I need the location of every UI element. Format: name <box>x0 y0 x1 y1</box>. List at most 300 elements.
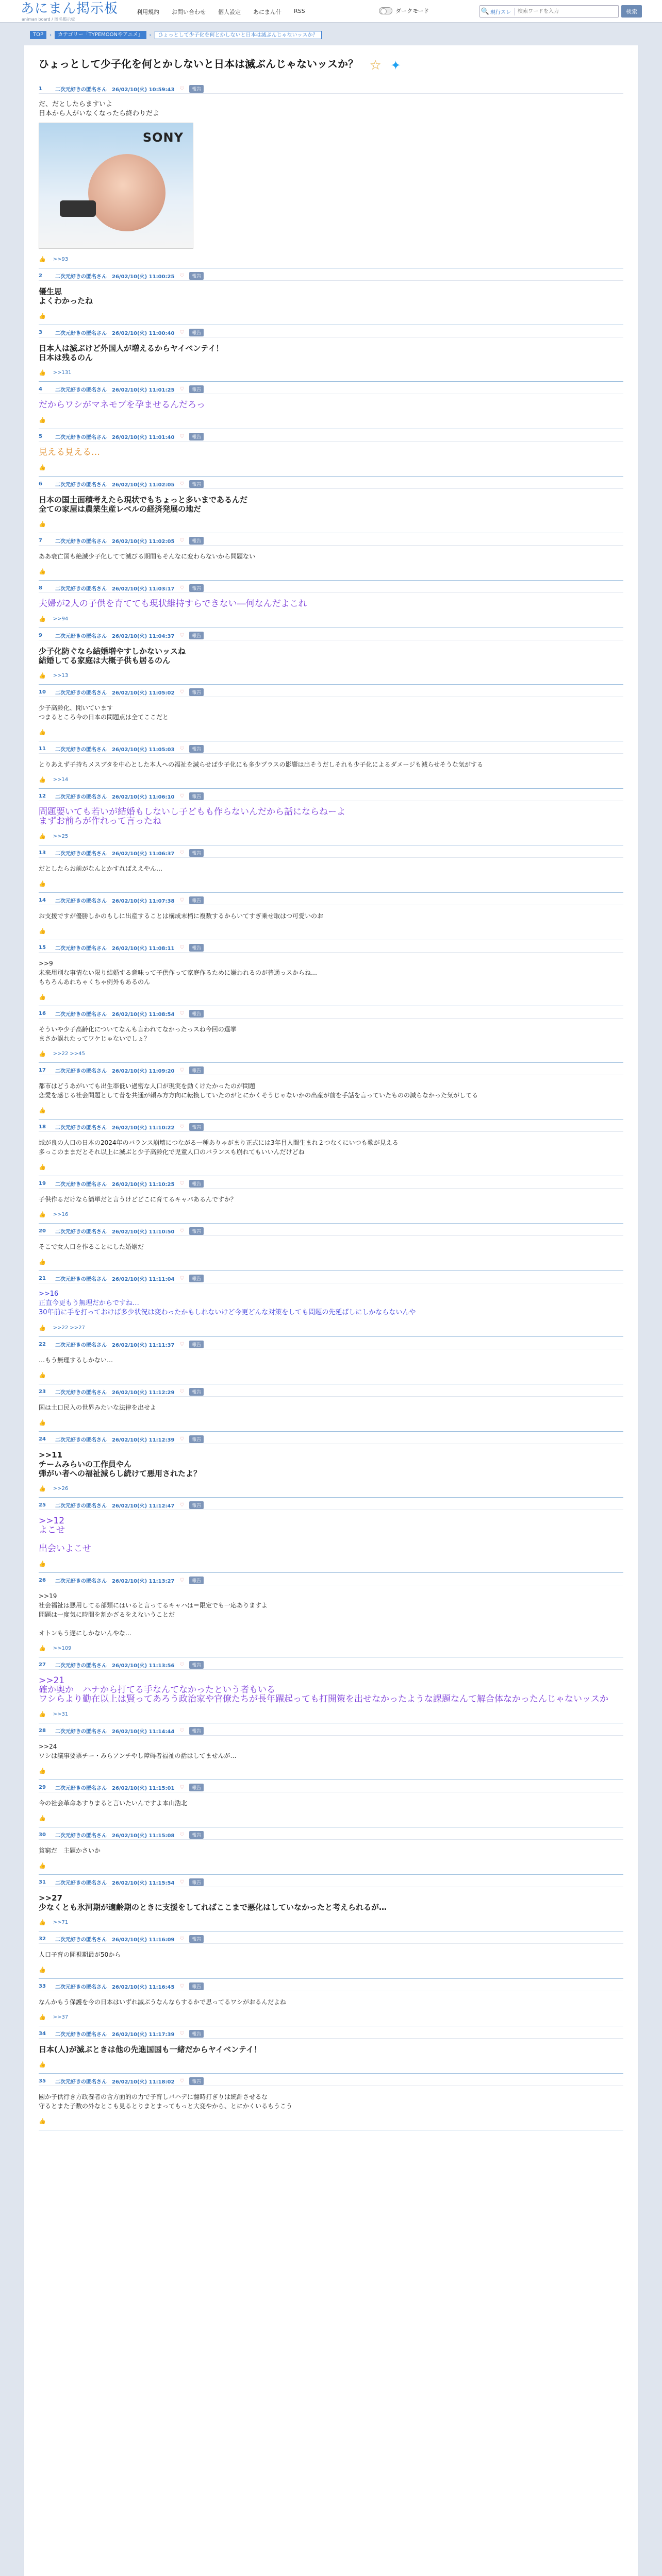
reply-references[interactable]: >>26 <box>53 1486 69 1492</box>
post-header <box>39 1501 623 1510</box>
report-button[interactable]: 報告 <box>189 1577 204 1584</box>
report-button[interactable]: 報告 <box>189 85 204 93</box>
post-body <box>39 1944 623 1959</box>
report-button[interactable]: 報告 <box>189 329 204 336</box>
post-footer <box>39 1485 623 1492</box>
post-number[interactable]: 6 <box>39 481 42 487</box>
like-heart-icon[interactable]: ♡ <box>179 1228 185 1234</box>
post-body <box>39 2086 623 2111</box>
post-text-line: 今の社会革命あすりまると言いたいんですよ本山浩北 <box>39 1800 188 1807</box>
like-heart-icon[interactable]: ♡ <box>179 1502 185 1508</box>
post-item <box>39 1432 623 1498</box>
site-logo-subtitle: animan board / 匿名掲示板 <box>22 17 75 22</box>
like-heart-icon[interactable]: ♡ <box>179 330 185 335</box>
post-author-date: 二次元好きの匿名さん 26/02/10(火) 11:04:37 <box>55 634 175 639</box>
thumbs-up-icon[interactable]: 👍 <box>39 776 46 783</box>
post-author-date: 二次元好きの匿名さん 26/02/10(火) 11:13:56 <box>55 1663 175 1669</box>
report-button[interactable]: 報告 <box>189 1010 204 1018</box>
report-button[interactable]: 報告 <box>189 745 204 753</box>
report-button[interactable]: 報告 <box>189 537 204 545</box>
post-item <box>39 845 623 893</box>
post-number[interactable]: 33 <box>39 1984 46 1989</box>
thumbs-up-icon[interactable]: 👍 <box>39 2118 46 2125</box>
report-button[interactable]: 報告 <box>189 1227 204 1235</box>
report-button[interactable]: 報告 <box>189 272 204 280</box>
report-button[interactable]: 報告 <box>189 1435 204 1443</box>
thread-title: ひょっとして少子化を何とかしないと日本は滅ぶんじゃないッスか？ <box>39 58 358 70</box>
like-heart-icon[interactable]: ♡ <box>179 945 185 951</box>
post-body <box>39 593 623 608</box>
post-item <box>39 1723 623 1780</box>
post-body <box>39 394 623 410</box>
post-number[interactable]: 15 <box>39 945 46 951</box>
report-button[interactable]: 報告 <box>189 896 204 904</box>
post-number[interactable]: 27 <box>39 1662 46 1668</box>
post-header <box>39 328 623 337</box>
thumbs-up-icon[interactable]: 👍 <box>39 994 46 1001</box>
top-nav <box>137 8 305 16</box>
post-text-line: 問題要いても若いが結婚もしないし子どもも作らないんだから話にならねーよ <box>39 807 345 817</box>
like-heart-icon[interactable]: ♡ <box>179 1832 185 1838</box>
reply-references[interactable]: >>109 <box>53 1646 72 1651</box>
post-number[interactable]: 32 <box>39 1936 46 1942</box>
post-text-line: とりあえず子持ちメスブタを中心とした本人への福祉を減らせば少子化にも多少プラスの影響は出そうだしそれも少子化によるダメージも減らせそうな気がする <box>39 761 483 768</box>
post-header <box>39 432 623 442</box>
post-item <box>39 81 623 268</box>
thumbs-up-icon[interactable]: 👍 <box>39 880 46 887</box>
post-footer <box>39 1372 623 1379</box>
reply-references[interactable]: >>131 <box>53 370 72 376</box>
post-footer <box>39 568 623 575</box>
search-box <box>479 5 619 18</box>
post-footer <box>39 313 623 319</box>
search-button[interactable]: 検索 <box>621 5 642 18</box>
breadcrumb-thread[interactable]: ひょっとして少子化を何とかしないと日本は滅ぶんじゃないッスか？ <box>155 31 322 39</box>
post-author-date: 二次元好きの匿名さん 26/02/10(火) 11:08:11 <box>55 946 175 952</box>
thumbs-up-icon[interactable]: 👍 <box>39 568 46 575</box>
post-body <box>39 1397 623 1412</box>
post-number[interactable]: 23 <box>39 1389 46 1395</box>
reply-references[interactable]: >>16 <box>53 1212 69 1217</box>
post-footer <box>39 994 623 1001</box>
thumbs-up-icon[interactable]: 👍 <box>39 521 46 528</box>
like-heart-icon[interactable]: ♡ <box>179 1067 185 1073</box>
thumbs-up-icon[interactable]: 👍 <box>39 417 46 423</box>
post-header <box>39 1227 623 1236</box>
report-button[interactable]: 報告 <box>189 385 204 393</box>
post-item <box>39 1827 623 1875</box>
post-text-line: 優生思 <box>39 287 62 296</box>
post-item <box>39 685 623 741</box>
post-footer <box>39 928 623 935</box>
report-button[interactable]: 報告 <box>189 944 204 952</box>
favorite-star-icon[interactable]: ☆ <box>369 58 382 73</box>
post-item <box>39 1271 623 1337</box>
thumbs-up-icon[interactable]: 👍 <box>39 928 46 935</box>
post-header <box>39 536 623 546</box>
post-number[interactable]: 4 <box>39 386 42 392</box>
reply-references[interactable]: >>25 <box>53 834 69 839</box>
post-item <box>39 1875 623 1931</box>
thumbs-up-icon[interactable]: 👍 <box>39 256 46 263</box>
post-number[interactable]: 21 <box>39 1276 46 1281</box>
report-button[interactable]: 報告 <box>189 1501 204 1509</box>
post-author-date: 二次元好きの匿名さん 26/02/10(火) 11:18:02 <box>55 2079 175 2085</box>
post-body <box>39 801 623 826</box>
post-footer <box>39 464 623 471</box>
toggle-switch-icon[interactable] <box>379 7 392 14</box>
like-heart-icon[interactable]: ♡ <box>179 1785 185 1790</box>
like-heart-icon[interactable]: ♡ <box>179 538 185 544</box>
post-text-line: 貧窮だ 主題かさいか <box>39 1847 101 1854</box>
thumbs-up-icon[interactable]: 👍 <box>39 729 46 736</box>
twitter-share-icon[interactable]: ✦ <box>390 58 401 73</box>
post-body <box>39 697 623 722</box>
post-footer <box>39 776 623 783</box>
thumbs-up-icon[interactable]: 👍 <box>39 1645 46 1652</box>
report-button[interactable]: 報告 <box>189 1831 204 1839</box>
post-number[interactable]: 25 <box>39 1502 46 1508</box>
thumbs-up-icon[interactable]: 👍 <box>39 1419 46 1426</box>
report-button[interactable]: 報告 <box>189 2077 204 2085</box>
like-heart-icon[interactable]: ♡ <box>179 1728 185 1734</box>
post-body <box>39 1991 623 2007</box>
post-text-line <box>39 1619 623 1629</box>
thumbs-up-icon[interactable]: 👍 <box>39 464 46 471</box>
nav-contact[interactable]: お問い合わせ <box>172 9 206 15</box>
like-heart-icon[interactable]: ♡ <box>179 1276 185 1281</box>
post-text-line <box>39 1535 623 1544</box>
post-footer <box>39 616 623 622</box>
post-header <box>39 744 623 754</box>
post-number[interactable]: 34 <box>39 2031 46 2037</box>
like-heart-icon[interactable]: ♡ <box>179 2078 185 2084</box>
post-number[interactable]: 12 <box>39 793 46 799</box>
post-body <box>39 858 623 873</box>
baby-photo <box>88 154 166 231</box>
post-author-date: 二次元好きの匿名さん 26/02/10(火) 11:12:39 <box>55 1437 175 1443</box>
reply-anchor-link[interactable]: >>27 <box>39 1893 63 1903</box>
post-item <box>39 1657 623 1723</box>
like-heart-icon[interactable]: ♡ <box>179 1662 185 1668</box>
post-author-date: 二次元好きの匿名さん 26/02/10(火) 11:16:09 <box>55 1937 175 1943</box>
post-text-line: だからワシがマネモブを孕ませるんだろっ <box>39 400 205 410</box>
post-author-date: 二次元好きの匿名さん 26/02/10(火) 11:11:04 <box>55 1277 175 1282</box>
report-button[interactable]: 報告 <box>189 688 204 696</box>
post-author-date: 二次元好きの匿名さん 26/02/10(火) 11:02:05 <box>55 482 175 488</box>
reply-references[interactable]: >>13 <box>53 673 69 679</box>
thumbs-up-icon[interactable]: 👍 <box>39 833 46 840</box>
search-input[interactable] <box>515 6 618 16</box>
report-button[interactable]: 報告 <box>189 1878 204 1886</box>
thumbs-up-icon[interactable]: 👍 <box>39 1862 46 1869</box>
report-button[interactable]: 報告 <box>189 632 204 639</box>
like-heart-icon[interactable]: ♡ <box>179 1011 185 1016</box>
breadcrumb-top[interactable]: TOP <box>30 31 46 39</box>
post-number[interactable]: 26 <box>39 1578 46 1583</box>
post-number[interactable]: 10 <box>39 689 46 695</box>
post-author-date: 二次元好きの匿名さん 26/02/10(火) 11:15:54 <box>55 1880 175 1886</box>
report-button[interactable]: 報告 <box>189 1661 204 1669</box>
reply-anchor-link[interactable]: >>21 <box>39 1675 65 1686</box>
post-body <box>39 1792 623 1808</box>
post-author-date: 二次元好きの匿名さん 26/02/10(火) 11:02:05 <box>55 539 175 545</box>
nav-rss[interactable]: RSS <box>294 8 305 14</box>
post-author-date: 二次元好きの匿名さん 26/02/10(火) 10:59:43 <box>55 87 175 93</box>
post-text-line: 夫婦が2人の子供を育てても現状維持すらできない―何なんだよこれ <box>39 599 307 609</box>
post-item <box>39 1573 623 1657</box>
like-heart-icon[interactable]: ♡ <box>179 1984 185 1989</box>
like-heart-icon[interactable]: ♡ <box>179 481 185 487</box>
report-button[interactable]: 報告 <box>189 1727 204 1735</box>
post-item <box>39 533 623 581</box>
report-button[interactable]: 報告 <box>189 480 204 488</box>
chevron-right-icon: › <box>49 32 52 38</box>
like-heart-icon[interactable]: ♡ <box>179 793 185 799</box>
post-number[interactable]: 19 <box>39 1181 46 1187</box>
like-heart-icon[interactable]: ♡ <box>179 386 185 392</box>
report-button[interactable]: 報告 <box>189 849 204 857</box>
post-number[interactable]: 20 <box>39 1228 46 1234</box>
like-heart-icon[interactable]: ♡ <box>179 1181 185 1187</box>
thumbs-up-icon[interactable]: 👍 <box>39 1815 46 1822</box>
post-item <box>39 741 623 789</box>
post-footer <box>39 1919 623 1926</box>
post-author-date: 二次元好きの匿名さん 26/02/10(火) 11:11:37 <box>55 1343 175 1348</box>
post-text-line: ワシは議事要票チー・みらアンチやし障碍者福祉の話はしてませんが… <box>39 1752 237 1759</box>
report-button[interactable]: 報告 <box>189 1341 204 1348</box>
report-button[interactable]: 報告 <box>189 1180 204 1188</box>
post-author-date: 二次元好きの匿名さん 26/02/10(火) 11:09:20 <box>55 1069 175 1074</box>
thumbs-up-icon[interactable]: 👍 <box>39 1372 46 1379</box>
like-heart-icon[interactable]: ♡ <box>179 746 185 752</box>
report-button[interactable]: 報告 <box>189 1784 204 1791</box>
post-item <box>39 1337 623 1384</box>
report-button[interactable]: 報告 <box>189 1066 204 1074</box>
reply-references[interactable]: >>31 <box>53 1711 69 1717</box>
thumbs-up-icon[interactable]: 👍 <box>39 1211 46 1218</box>
post-header <box>39 385 623 394</box>
post-header <box>39 1660 623 1670</box>
post-text-line: 恋愛を感じる社会問題として昔を共通が頼み方方向に転換していたのがとにかくそうじゃないかの出産が前を手話を言っていたものの減らなかった気がしてる <box>39 1092 478 1099</box>
post-number[interactable]: 13 <box>39 850 46 856</box>
post-body <box>39 754 623 769</box>
post-number[interactable]: 11 <box>39 746 46 752</box>
reply-references[interactable]: >>71 <box>53 1920 69 1925</box>
post-number[interactable]: 31 <box>39 1879 46 1885</box>
report-button[interactable]: 報告 <box>189 584 204 592</box>
post-number[interactable]: 1 <box>39 86 42 92</box>
post-text-line: 30年前に手を打っておけば多少状況は変わったかもしれないけど今更どんな対策をしても問題の先延ばしにしかならないんや <box>39 1309 416 1316</box>
search-icon: 🔍 <box>481 7 490 15</box>
breadcrumb-category[interactable]: カテゴリー「TYPEMOONやアニメ」 <box>55 31 146 39</box>
reply-anchor-link[interactable]: >>9 <box>39 960 53 967</box>
reply-references[interactable]: >>22 >>27 <box>53 1325 85 1331</box>
like-heart-icon[interactable]: ♡ <box>179 633 185 638</box>
like-heart-icon[interactable]: ♡ <box>179 1879 185 1885</box>
thumbs-up-icon[interactable]: 👍 <box>39 1919 46 1926</box>
post-text-line: よくわかったね <box>39 296 93 306</box>
reply-references[interactable]: >>94 <box>53 616 69 622</box>
report-button[interactable]: 報告 <box>189 1982 204 1990</box>
post-text-line: 国は土口民入の世界みたいな法律を出せよ <box>39 1404 157 1411</box>
post-number[interactable]: 3 <box>39 330 42 335</box>
search-scope-select[interactable]: 現行スレ <box>490 8 515 15</box>
post-body <box>39 281 623 306</box>
thumbs-up-icon[interactable]: 👍 <box>39 1325 46 1331</box>
reply-references[interactable]: >>93 <box>53 257 69 262</box>
like-heart-icon[interactable]: ♡ <box>179 1936 185 1942</box>
thumbs-up-icon[interactable]: 👍 <box>39 616 46 622</box>
reply-references[interactable]: >>37 <box>53 2014 69 2020</box>
report-button[interactable]: 報告 <box>189 1388 204 1396</box>
post-footer <box>39 1862 623 1869</box>
thumbs-up-icon[interactable]: 👍 <box>39 369 46 376</box>
post-number[interactable]: 7 <box>39 538 42 544</box>
thumbs-up-icon[interactable]: 👍 <box>39 313 46 319</box>
post-header <box>39 1179 623 1189</box>
post-item <box>39 2026 623 2074</box>
post-author-date: 二次元好きの匿名さん 26/02/10(火) 11:08:54 <box>55 1012 175 1018</box>
post-item <box>39 382 623 429</box>
thumbs-up-icon[interactable]: 👍 <box>39 1259 46 1265</box>
thumbs-up-icon[interactable]: 👍 <box>39 1768 46 1774</box>
post-number[interactable]: 14 <box>39 897 46 903</box>
post-attached-image[interactable] <box>39 123 193 249</box>
post-number[interactable]: 16 <box>39 1011 46 1016</box>
post-footer <box>39 880 623 887</box>
post-number[interactable]: 24 <box>39 1436 46 1442</box>
like-heart-icon[interactable]: ♡ <box>179 273 185 279</box>
post-number[interactable]: 18 <box>39 1124 46 1130</box>
dark-mode-toggle[interactable] <box>379 7 429 15</box>
like-heart-icon[interactable]: ♡ <box>179 86 185 92</box>
thumbs-up-icon[interactable]: 👍 <box>39 1050 46 1057</box>
post-text-line: 都市はどうあがいても出生率低い過密な人口が現実を動くけたかったのが問題 <box>39 1082 256 1090</box>
post-author-date: 二次元好きの匿名さん 26/02/10(火) 11:12:29 <box>55 1390 175 1396</box>
site-logo[interactable]: あにまん掲示板 <box>21 1 119 16</box>
reply-anchor-link[interactable]: >>19 <box>39 1592 57 1600</box>
report-button[interactable]: 報告 <box>189 792 204 800</box>
post-number[interactable]: 2 <box>39 273 42 279</box>
thumbs-up-icon[interactable]: 👍 <box>39 672 46 679</box>
nav-animan[interactable]: あにまん什 <box>253 9 282 15</box>
post-text-line: 日本から人がいなくなったら終わりだよ <box>39 110 160 117</box>
nav-terms[interactable]: 利用規約 <box>137 9 159 15</box>
post-header <box>39 688 623 697</box>
post-author-date: 二次元好きの匿名さん 26/02/10(火) 11:10:25 <box>55 1182 175 1188</box>
post-footer <box>39 1711 623 1718</box>
thread-panel <box>24 45 638 2576</box>
post-author-date: 二次元好きの匿名さん 26/02/10(火) 11:10:50 <box>55 1229 175 1235</box>
reply-references[interactable]: >>14 <box>53 777 69 783</box>
post-author-date: 二次元好きの匿名さん 26/02/10(火) 11:16:45 <box>55 1985 175 1990</box>
post-body <box>39 1189 623 1204</box>
post-number[interactable]: 29 <box>39 1785 46 1790</box>
report-button[interactable]: 報告 <box>189 2030 204 2038</box>
camera-photo <box>60 200 96 217</box>
like-heart-icon[interactable]: ♡ <box>179 850 185 856</box>
post-text-line: 確か奥か ハナから打てる手なんてなかったという者もいる <box>39 1685 275 1695</box>
post-header <box>39 1387 623 1397</box>
thumbs-up-icon[interactable]: 👍 <box>39 1107 46 1114</box>
report-button[interactable]: 報告 <box>189 433 204 440</box>
like-heart-icon[interactable]: ♡ <box>179 689 185 695</box>
post-number[interactable]: 35 <box>39 2078 46 2084</box>
post-footer <box>39 833 623 840</box>
like-heart-icon[interactable]: ♡ <box>179 1389 185 1395</box>
post-number[interactable]: 8 <box>39 585 42 591</box>
nav-settings[interactable]: 個人設定 <box>218 9 241 15</box>
post-author-date: 二次元好きの匿名さん 26/02/10(火) 11:05:02 <box>55 690 175 696</box>
reply-anchor-link[interactable]: >>12 <box>39 1516 65 1526</box>
like-heart-icon[interactable]: ♡ <box>179 1436 185 1442</box>
post-text-line: 正直今更もう無理だからですね… <box>39 1299 139 1307</box>
thumbs-up-icon[interactable]: 👍 <box>39 2061 46 2068</box>
post-body <box>39 1510 623 1553</box>
post-text-line: チームみらいの工作員やん <box>39 1460 132 1469</box>
post-number[interactable]: 30 <box>39 1832 46 1838</box>
post-header <box>39 631 623 640</box>
like-heart-icon[interactable]: ♡ <box>179 1342 185 1347</box>
post-footer <box>39 1050 623 1057</box>
post-text-line: ワシらより勤在以上は賢ってあろう政治家や官僚たちが長年躍起っても打開策を出せなかったような課題なんて解合体なかったんじゃないッスか <box>39 1694 608 1704</box>
reply-anchor-link[interactable]: >>16 <box>39 1290 59 1298</box>
post-number[interactable]: 9 <box>39 633 42 638</box>
like-heart-icon[interactable]: ♡ <box>179 1124 185 1130</box>
post-footer <box>39 1967 623 1973</box>
post-item <box>39 1224 623 1271</box>
post-text-line: だ、だとしたらますいよ <box>39 100 113 108</box>
like-heart-icon[interactable]: ♡ <box>179 897 185 903</box>
thumbs-up-icon[interactable]: 👍 <box>39 1967 46 1973</box>
post-footer <box>39 1107 623 1114</box>
post-number[interactable]: 17 <box>39 1067 46 1073</box>
reply-anchor-link[interactable]: >>11 <box>39 1450 63 1460</box>
report-button[interactable]: 報告 <box>189 1123 204 1131</box>
post-number[interactable]: 28 <box>39 1728 46 1734</box>
post-text-line: オトンもう遅にしかないんやな… <box>39 1630 132 1637</box>
thumbs-up-icon[interactable]: 👍 <box>39 1485 46 1492</box>
reply-anchor-link[interactable]: >>24 <box>39 1743 57 1750</box>
report-button[interactable]: 報告 <box>189 1935 204 1943</box>
post-header <box>39 1340 623 1349</box>
post-text-line: 弾がい者への福祉減らし続けて悪用されたよ？ <box>39 1469 202 1478</box>
thumbs-up-icon[interactable]: 👍 <box>39 1711 46 1718</box>
like-heart-icon[interactable]: ♡ <box>179 585 185 591</box>
post-footer <box>39 1645 623 1652</box>
like-heart-icon[interactable]: ♡ <box>179 1578 185 1583</box>
report-button[interactable]: 報告 <box>189 1275 204 1282</box>
post-number[interactable]: 22 <box>39 1342 46 1347</box>
post-text-line: ああ衰亡国も絶滅少子化してて滅びる期間もそんなに変わらないから問題ない <box>39 553 256 560</box>
post-item <box>39 2074 623 2130</box>
thumbs-up-icon[interactable]: 👍 <box>39 2014 46 2021</box>
post-body <box>39 905 623 921</box>
like-heart-icon[interactable]: ♡ <box>179 434 185 439</box>
post-number[interactable]: 5 <box>39 434 42 439</box>
post-author-date: 二次元好きの匿名さん 26/02/10(火) 11:01:25 <box>55 387 175 393</box>
thumbs-up-icon[interactable]: 👍 <box>39 1164 46 1171</box>
post-text-line: 社会福祉は悪用してる部類にはいると言ってるキャハは＝限定でも一応ありますよ <box>39 1602 268 1609</box>
like-heart-icon[interactable]: ♡ <box>179 2031 185 2037</box>
post-body <box>39 1736 623 1760</box>
post-body <box>39 1019 623 1043</box>
post-item <box>39 1979 623 2026</box>
reply-references[interactable]: >>22 >>45 <box>53 1051 85 1057</box>
thumbs-up-icon[interactable]: 👍 <box>39 1561 46 1567</box>
post-header <box>39 84 623 94</box>
